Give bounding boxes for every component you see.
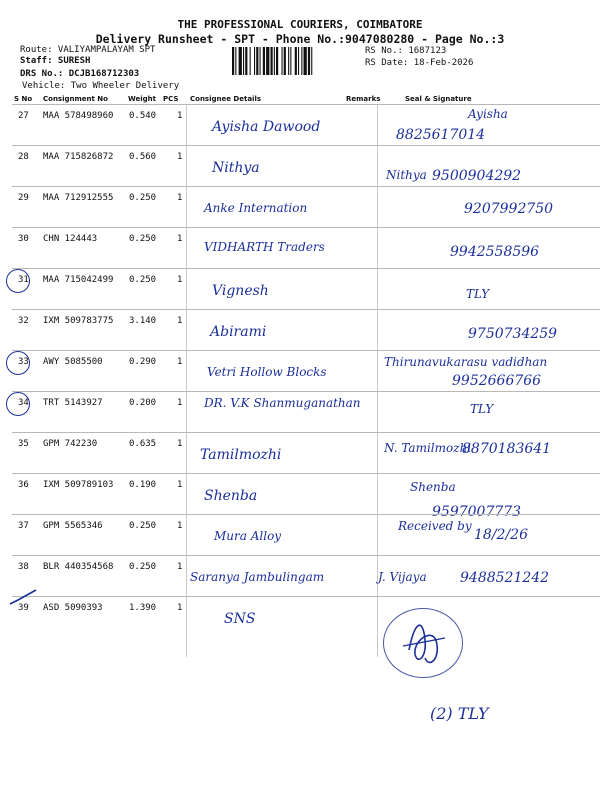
consignee-handwritten: Nithya [212,160,260,176]
rs-date: RS Date: 18-Feb-2026 [365,58,474,68]
consignment-number: AWY 5085500 [43,357,103,367]
table-row [12,227,600,269]
consignment-number: IXM 509783775 [43,316,114,326]
col-sno: S No [14,95,33,103]
weight-value: 0.250 [129,234,157,244]
runsheet-title: Delivery Runsheet - SPT - Phone No.:9047080280 - Page No.:3 [95,32,505,46]
consignee-handwritten: Tamilmozhi [200,447,282,463]
route-label: Route: VALIYAMPALAYAM SPT [20,45,156,55]
consignment-number: GPM 5565346 [43,521,103,531]
weight-value: 0.635 [129,439,157,449]
table-row [12,145,600,187]
signature-name: Shenba [410,480,456,494]
table-row [12,432,600,474]
staff-label: Staff: SURESH [20,56,91,66]
signature-name: Received by [398,519,472,533]
signature-phone: 9488521242 [460,570,550,586]
circle-mark [6,269,30,293]
consignment-number: IXM 509789103 [43,480,114,490]
pcs-value: 1 [177,193,183,203]
signature-name: Thirunavukarasu vadidhan [384,355,548,369]
table-row [12,473,600,520]
col-seal-signature: Seal & Signature [405,95,472,103]
consignment-number: MAA 712912555 [43,193,114,203]
serial-number: 38 [18,562,29,572]
pcs-value: 1 [177,521,183,531]
weight-value: 0.290 [129,357,157,367]
signature-phone: 18/2/26 [474,527,528,543]
pcs-value: 1 [177,439,183,449]
weight-value: 0.560 [129,152,157,162]
drs-number: DRS No.: DCJB168712303 [20,69,140,79]
pcs-value: 1 [177,562,183,572]
signature-name: Ayisha [468,107,508,121]
circle-mark [6,351,30,375]
signature-name: TLY [470,402,494,416]
consignment-number: TRT 5143927 [43,398,103,408]
consignee-handwritten: Mura Alloy [214,529,282,543]
serial-number: 33 [18,357,29,367]
consignee-handwritten: Saranya Jambulingam [190,570,325,584]
consignee-handwritten: DR. V.K Shanmuganathan [204,396,361,410]
weight-value: 0.250 [129,521,157,531]
consignment-number: MAA 578498960 [43,111,114,121]
weight-value: 0.200 [129,398,157,408]
signature-phone: 9597007773 [432,504,522,520]
signature-name: J. Vijaya [378,570,427,584]
consignment-number: ASD 5090393 [43,603,103,613]
consignee-handwritten: Abirami [210,324,267,340]
serial-number: 28 [18,152,29,162]
signature-name: N. Tamilmozhi [384,441,472,455]
table-row [12,309,600,351]
pcs-value: 1 [177,480,183,490]
pcs-value: 1 [177,275,183,285]
serial-number: 35 [18,439,29,449]
signature-phone: 8870183641 [462,441,552,457]
signature-phone: 8825617014 [396,127,486,143]
consignee-handwritten: Vignesh [212,283,269,299]
table-row [12,104,600,146]
vehicle-label: Vehicle: Two Wheeler Delivery [22,81,180,91]
consignee-handwritten: Anke Internation [204,201,308,215]
pcs-value: 1 [177,316,183,326]
rs-number: RS No.: 1687123 [365,46,447,56]
weight-value: 0.190 [129,480,157,490]
weight-value: 0.540 [129,111,157,121]
table-row [12,514,600,556]
consignee-handwritten: Vetri Hollow Blocks [207,365,327,379]
table-row [12,350,600,392]
table-row [12,391,600,433]
table-row [12,596,600,638]
signature-phone: 9942558596 [450,244,540,260]
tick-mark-icon [8,588,38,608]
footer-note: (2) TLY [430,704,489,723]
pcs-value: 1 [177,111,183,121]
weight-value: 1.390 [129,603,157,613]
col-consignee: Consignee Details [190,95,262,103]
signature-name: TLY [466,287,490,301]
company-title: THE PROFESSIONAL COURIERS, COIMBATORE [177,18,423,31]
consignment-number: BLR 440354568 [43,562,114,572]
pcs-value: 1 [177,603,183,613]
pcs-value: 1 [177,152,183,162]
pcs-value: 1 [177,398,183,408]
table-row [12,186,600,228]
serial-number: 31 [18,275,29,285]
weight-value: 0.250 [129,562,157,572]
signature-phone: 9500904292 [432,168,522,184]
table-row [12,555,600,597]
consignee-handwritten: Ayisha Dawood [212,119,321,135]
serial-number: 27 [18,111,29,121]
serial-number: 36 [18,480,29,490]
signature-phone: 9952666766 [452,373,542,389]
consignment-number: MAA 715042499 [43,275,114,285]
col-weight: Weight [128,95,156,103]
col-consignment: Consignment No [43,95,108,103]
signature-name: Nithya [386,168,427,182]
signature-phone: 9750734259 [468,326,558,342]
consignment-number: MAA 715826872 [43,152,114,162]
signature-scribble [395,610,455,672]
runsheet-table [12,104,600,660]
consignee-handwritten: VIDHARTH Traders [204,240,325,254]
weight-value: 0.250 [129,275,157,285]
serial-number: 39 [18,603,29,613]
consignment-number: CHN 124443 [43,234,98,244]
table-row [12,268,600,310]
weight-value: 3.140 [129,316,157,326]
signature-phone: 9207992750 [464,201,554,217]
barcode-image [232,47,360,75]
pcs-value: 1 [177,357,183,367]
serial-number: 37 [18,521,29,531]
col-pcs: PCS [163,95,179,103]
serial-number: 30 [18,234,29,244]
col-remarks: Remarks [346,95,381,103]
serial-number: 29 [18,193,29,203]
consignee-handwritten: SNS [224,611,256,627]
serial-number: 32 [18,316,29,326]
circle-mark [6,392,30,416]
consignment-number: GPM 742230 [43,439,98,449]
pcs-value: 1 [177,234,183,244]
consignee-handwritten: Shenba [204,488,258,504]
weight-value: 0.250 [129,193,157,203]
serial-number: 34 [18,398,29,408]
